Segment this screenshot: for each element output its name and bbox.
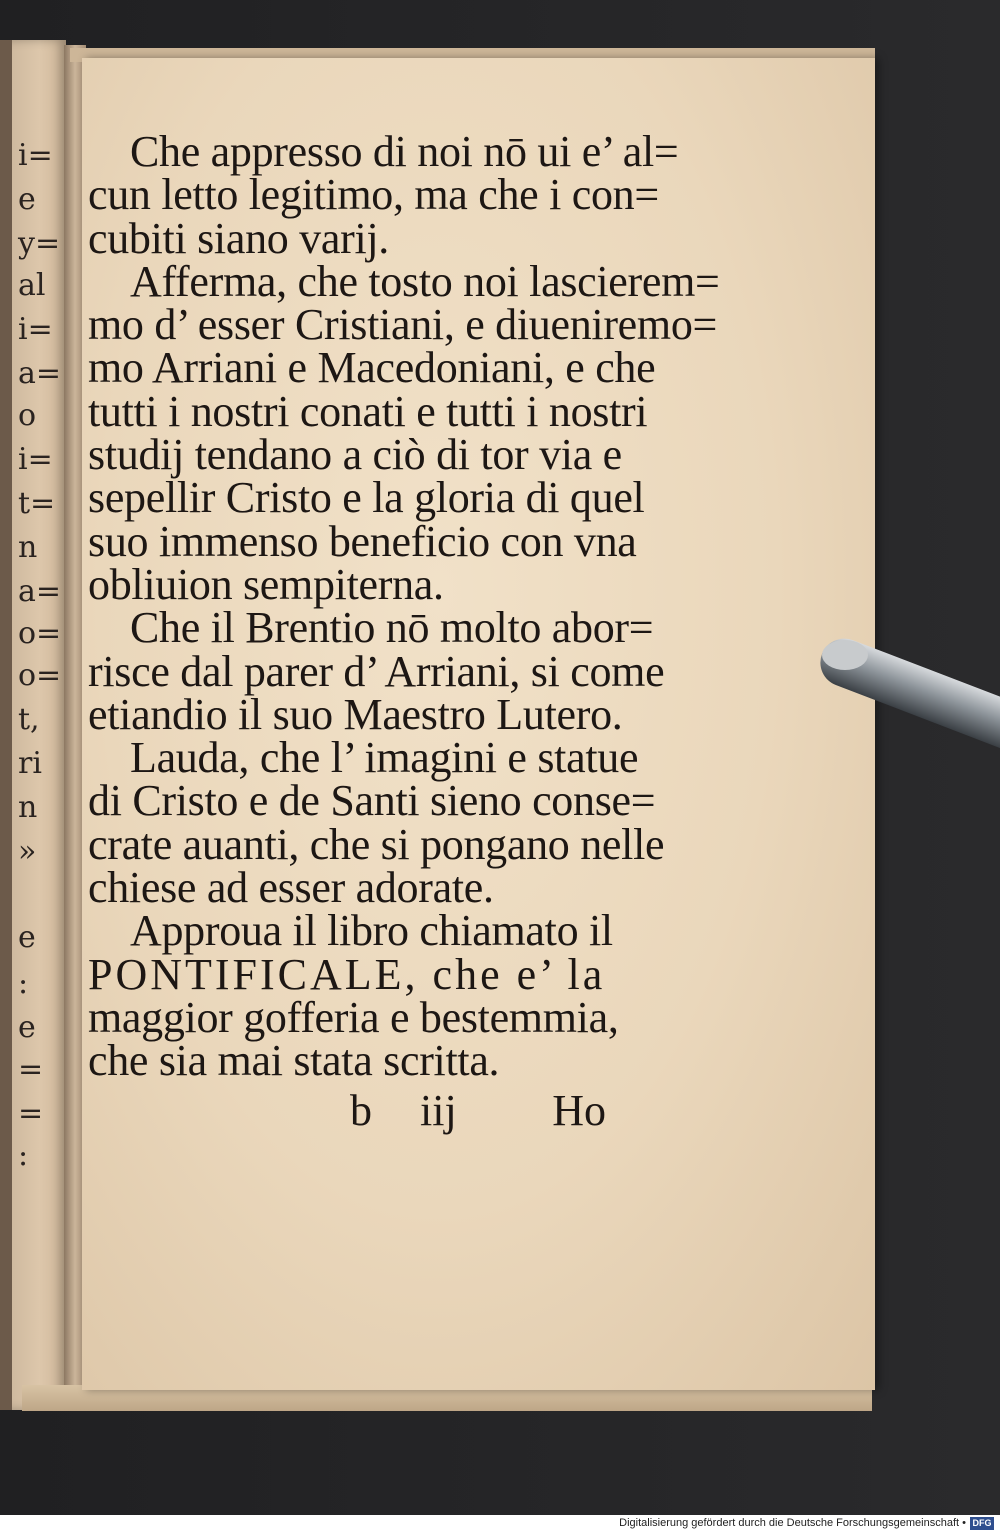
signature-mark: b [350,1086,372,1135]
left-fragment: » [18,834,37,869]
left-fragment: : [18,966,29,1001]
left-fragment: o= [18,658,62,693]
left-fragment: n [18,790,38,825]
text-line: mo d’ esser Cristiani, e diueniremo= [88,300,718,350]
left-fragment: t= [18,486,56,521]
text-line: Che il Brentio nō molto abor= [130,603,654,653]
page-text [88,127,720,1086]
text-line: cun letto legitimo, ma che i con= [88,170,659,220]
text-line: maggior gofferia e bestemmia, [88,992,619,1042]
text-line: che sia mai stata scritta. [88,1036,500,1086]
catchword: Ho [552,1086,606,1135]
left-fragment: e [18,182,36,217]
footer-credit: Digitalisierung gefördert durch die Deutsche Forschungsgemeinschaft • [619,1517,966,1529]
left-fragment: ri [18,746,42,781]
left-fragment: = [18,1052,44,1087]
left-fragment: e [18,1010,36,1045]
dfg-logo: DFG [970,1517,994,1530]
left-fragment: al [18,268,46,303]
text-line: di Cristo e de Santi sieno conse= [88,776,656,826]
text-line: cubiti siano varij. [88,213,390,263]
text-line: PONTIFICALE, che e’ la [88,949,606,999]
text-line: studij tendano a ciò di tor via e [88,430,622,480]
left-fragment: = [18,1096,44,1131]
left-fragment: a= [18,356,62,391]
left-fragment: o= [18,616,62,651]
left-fragment: y= [18,226,61,261]
text-line: Approua il libro chiamato il [130,906,613,956]
left-fragment: i= [18,138,53,173]
text-line: sepellir Cristo e la gloria di quel [88,473,645,523]
left-fragment: a= [18,574,62,609]
left-fragment: n [18,530,38,565]
text-line: mo Arriani e Macedoniani, e che [88,343,656,393]
left-fragment: i= [18,312,53,347]
pointer-stylus-tip [822,640,868,670]
text-line: chiese ad esser adorate. [88,863,494,913]
text-line: Afferma, che tosto noi lascierem= [130,256,720,306]
text-line: risce dal parer d’ Arriani, si come [88,646,665,696]
text-line: Che appresso di noi nō ui e’ al= [130,127,679,176]
left-fragment: i= [18,442,53,477]
left-fragment: : [18,1138,29,1173]
left-page-edge [0,40,12,1410]
text-line: obliuion sempiterna. [88,559,444,609]
text-line: suo immenso beneficio con vna [88,516,637,566]
text-line: etiandio il suo Maestro Lutero. [88,689,623,739]
footer-bar [0,1515,1000,1534]
text-line: tutti i nostri conati e tutti i nostri [88,386,648,436]
text-line: crate auanti, che si pongano nelle [88,819,665,869]
signature-line [88,1085,618,1135]
text-line: Lauda, che l’ imagini e statue [130,733,639,783]
signature-number: iij [420,1086,457,1135]
left-fragment: e [18,920,36,955]
left-fragment: o [18,398,37,433]
left-fragment: t, [18,702,40,737]
